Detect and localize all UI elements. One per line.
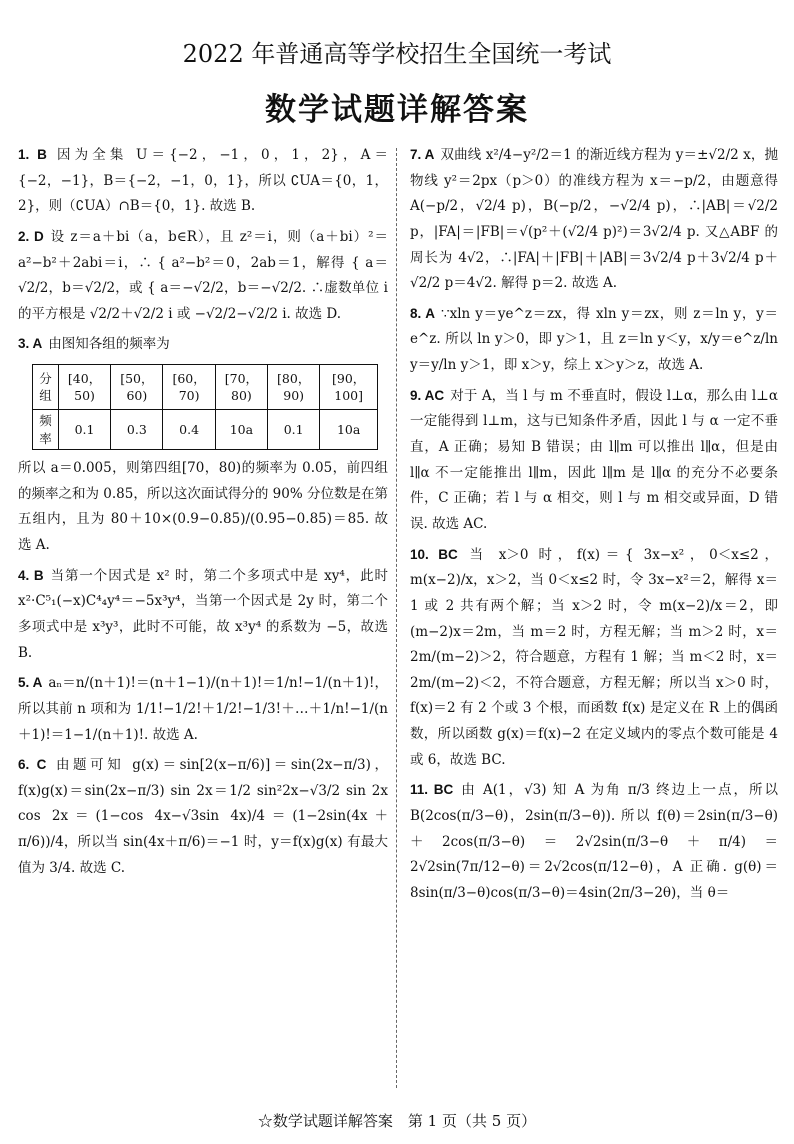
answer-text: 当 x＞0 时，f(x)＝{ 3x−x²，0＜x≤2，m(x−2)/x，x＞2，当 0＜x≤2 时，令 3x−x²＝2，解得 x＝1 或 2 共有两个解；当 x＞2 时，令 m(x−2)/x＝2，即(m−2)x＝2m，当 m＝2 时，方程无解；当 m＞2 时，x＝2m/(m−2)＞2，符合题意，方程有 1 解；当 m＜2 时，x＝2m/(m−2)＜2，不符合题意，方程无解；所以当 x＞0 时，f(x)＝2 有 2 个或 3 个根，而函数 f(x) 是定义在 R 上的偶函数，所以函数 g(x)＝f(x)−2 在定义域内的零点个数可能是 4 或 6，故选 BC. — [410, 546, 778, 768]
answer-9 — [410, 383, 778, 538]
answer-text: 所以 a＝0.005，则第四组[70，80)的频率为 0.05，前四组的频率之和为 0.85，所以这次面试得分的 90% 分位数是在第五组内，且为 80＋10×(0.9−0.85)/(0.95−0.85)＝85. 故选 A. — [18, 460, 388, 554]
answer-10 — [410, 542, 778, 774]
answer-7 — [410, 142, 778, 297]
page-title: 2022 年普通高等学校招生全国统一考试 — [182, 40, 612, 68]
answer-text: 由图知各组的频率为 — [48, 336, 170, 353]
table-cell: [70，80) — [215, 365, 267, 410]
table-row — [33, 410, 378, 450]
left-column — [18, 142, 388, 885]
table-cell: 0.4 — [163, 410, 215, 450]
answer-number: 7. A — [410, 147, 435, 162]
answer-3 — [18, 331, 388, 558]
answer-number: 11. BC — [410, 782, 454, 798]
table-row-header: 频率 — [33, 410, 59, 450]
table-cell: 0.1 — [58, 410, 110, 450]
answer-text: 由题可知 g(x)＝sin[2(x−π/6)]＝sin(2x−π/3)，f(x)g(x)＝sin(2x−π/3) sin 2x＝1/2 sin²2x−√3/2 sin 2x cos 2x＝(1−cos 4x−√3sin 4x)/4＝(1−2sin(4x＋π/6))/4，所以当 sin(4x＋π/6)＝−1 时，y＝f(x)g(x) 有最大值为 3/4. 故选 C. — [18, 757, 388, 876]
answer-number: 3. A — [18, 336, 43, 352]
table-cell: 0.1 — [268, 410, 320, 450]
answer-text: 设 z＝a＋bi（a，b∈R），且 z²＝i，则（a＋bi）²＝a²−b²＋2abi＝i，∴ { a²−b²＝0，2ab＝1，解得 { a＝√2/2，b＝√2/2，或 { a＝−√2/2，b＝−√2/2. ∴虚数单位 i 的平方根是 √2/2＋√2/2 i 或 −√2/2−√2/2 i. 故选 D. — [18, 228, 388, 322]
answer-8 — [410, 301, 778, 379]
table-cell: [90，100] — [320, 365, 378, 410]
answer-number: 9. AC — [410, 387, 445, 403]
answer-text: aₙ＝n/(n＋1)!＝(n＋1−1)/(n＋1)!＝1/n!−1/(n＋1)!，所以其前 n 项和为 1/1!−1/2!＋1/2!−1/3!＋…＋1/n!−1/(n＋1)!＝1−1/(n＋1)!. 故选 A. — [18, 675, 388, 743]
answer-number: 5. A — [18, 675, 43, 691]
answer-text: 对于 A，当 l 与 m 不垂直时，假设 l⊥α，那么由 l⊥α 一定能得到 l⊥m，这与已知条件矛盾，因此 l 与 α 一定不垂直，A 正确；易知 B 错误；由 l∥m 可以推出 l∥α，但是由 l∥α 不一定能推出 l∥m，因此 l∥m 是 l∥α 的充分不必要条件，C 正确；若 l 与 α 相交，则 l 与 m 相交或异面，D 错误. 故选 AC. — [410, 387, 778, 532]
table-row-header: 分组 — [33, 365, 59, 410]
answer-1 — [18, 142, 388, 220]
answer-number: 6. C — [18, 757, 47, 773]
answer-number: 2. D — [18, 228, 44, 244]
table-cell: 10a — [215, 410, 267, 450]
answer-number: 8. A — [410, 305, 436, 321]
answer-11 — [410, 777, 778, 906]
column-divider — [396, 148, 397, 1088]
answer-text: 当第一个因式是 x² 时，第二个多项式中是 xy⁴，此时 x²·C⁵₁(−x)C⁴₄y⁴＝−5x³y⁴，当第一个因式是 2y 时，第二个多项式中是 x³y³，此时不可能，故 x³y⁴ 的系数为 −5，故选 B. — [18, 567, 388, 661]
frequency-table — [32, 364, 378, 450]
answer-4 — [18, 563, 388, 667]
table-cell: [40，50) — [58, 365, 110, 410]
answer-text: 双曲线 x²/4−y²/2＝1 的渐近线方程为 y＝±√2/2 x，抛物线 y²＝2px（p＞0）的准线方程为 x＝−p/2，由题意得 A(−p/2，√2/4 p)，B(−p/2，−√2/4 p)，∴|AB|＝√2/2 p，|FA|＝|FB|＝√(p²＋(√2/4 p)²)＝3√2/4 p. 又△ABF 的周长为 4√2，∴|FA|＋|FB|＋|AB|＝3√2/4 p＋3√2/4 p＋√2/2 p＝4√2. 解得 p＝2. 故选 A. — [410, 147, 778, 292]
answer-2 — [18, 224, 388, 328]
table-cell: 10a — [320, 410, 378, 450]
right-column — [410, 142, 778, 911]
answer-6 — [18, 752, 388, 881]
answer-5 — [18, 670, 388, 748]
answer-text: ∵xln y＝ye^z＝zx，得 xln y＝zx，则 z＝ln y，y＝e^z. 所以 ln y＞0，即 y＞1，且 z＝ln y＜y，x/y＝e^z/ln y＝y/ln y＞1，即 x＞y，综上 x＞y＞z，故选 A. — [410, 305, 778, 374]
answer-text: 由 A(1，√3) 知 A 为角 π/3 终边上一点，所以 B(2cos(π/3−θ)，2sin(π/3−θ)). 所以 f(θ)＝2sin(π/3−θ)＋2cos(π/3−θ)＝2√2sin(π/3−θ＋π/4)＝2√2sin(7π/12−θ)＝2√2cos(π/12−θ)，A 正确. g(θ)＝8sin(π/3−θ)cos(π/3−θ)＝4sin(2π/3−2θ)，当 θ＝ — [410, 782, 778, 901]
table-cell: [80，90) — [268, 365, 320, 410]
table-cell: [50，60) — [111, 365, 163, 410]
answer-number: 10. BC — [410, 546, 458, 562]
page-footer: ☆数学试题详解答案 第 1 页（共 5 页） — [257, 1112, 537, 1130]
answer-text: 因为全集 U＝{−2，−1，0，1，2}，A＝{−2，−1}，B＝{−2，−1，0，1}，所以 ∁UA＝{0，1，2}，则（∁UA）∩B＝{0，1}. 故选 B. — [18, 147, 388, 215]
page-subtitle: 数学试题详解答案 — [265, 92, 529, 128]
table-cell: [60，70) — [163, 365, 215, 410]
answer-number: 1. B — [18, 147, 47, 162]
table-row — [33, 365, 378, 410]
table-cell: 0.3 — [111, 410, 163, 450]
answer-number: 4. B — [18, 567, 44, 583]
